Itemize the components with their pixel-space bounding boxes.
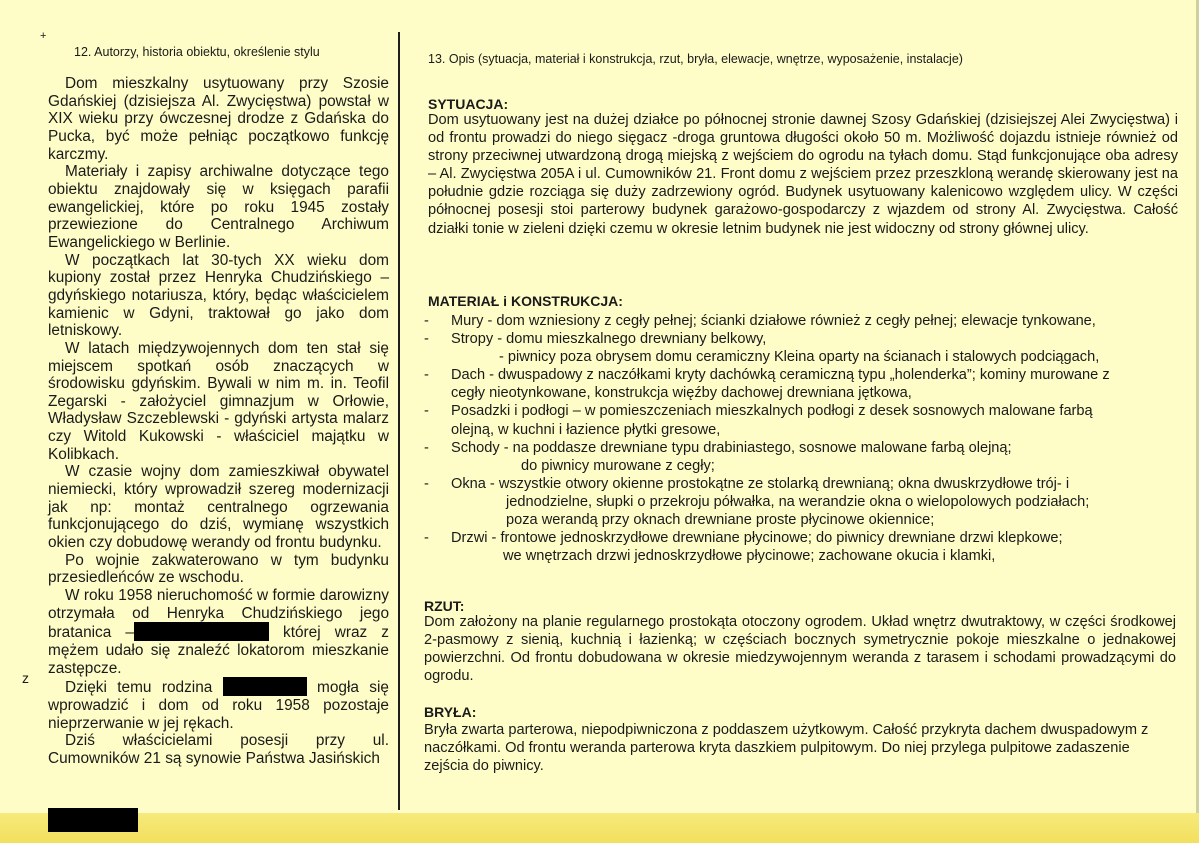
material-item-line: Okna - wszystkie otwory okienne prostokątne ze stolarką drewnianą; okna dwuskrzydłowe trój- i — [451, 475, 1070, 492]
history-paragraph-7 — [48, 587, 389, 677]
material-item-line: Mury - dom wzniesiony z cegły pełnej; ścianki działowe również z cegły pełnej; elewacje tynkowane, — [451, 313, 1096, 329]
history-paragraph-9: Dziś właścicielami posesji przy ul. Cumowników 21 są synowie Państwa Jasińskich — [48, 732, 389, 767]
material-item — [424, 529, 1176, 565]
material-heading: MATERIAŁ i KONSTRUKCJA: — [428, 293, 623, 309]
material-item-line: olejną, w kuchni i łazience płytki gresowe, — [451, 421, 721, 438]
list-dash: - — [424, 331, 429, 348]
rzut-heading: RZUT: — [424, 598, 465, 614]
material-item — [424, 330, 1176, 366]
material-item — [424, 439, 1176, 475]
material-item-line: poza werandą przy oknach drewniane proste płycinowe okiennice; — [506, 512, 935, 529]
history-paragraph-8-start: Dzięki temu rodzina — [65, 679, 213, 697]
history-paragraph-3: W początkach lat 30-tych XX wieku dom kupiony został przez Henryka Chudzińskiego – gdyńskiego notariusza, który, będąc właścicielem kamienic w Gdyni, traktował go jako dom letniskowy. — [48, 251, 389, 340]
history-paragraph-8-end: mogła się wprowadzić i dom od roku 1958 pozostaje nieprzerwanie w jej rękach. — [48, 679, 389, 732]
history-paragraph-8 — [48, 677, 389, 732]
material-item-line: we wnętrzach drzwi jednoskrzydłowe płycinowe; zachowane okucia i klamki, — [503, 548, 996, 565]
list-dash: - — [424, 530, 429, 547]
redaction-box — [48, 808, 138, 832]
material-item — [424, 475, 1176, 529]
column-divider — [398, 32, 400, 810]
history-paragraph-1: Dom mieszkalny usytuowany przy Szosie Gdańskiej (dzisiejsza Al. Zwycięstwa) powstał w XIX wieku przy ówczesnej drodze z Gdańska do Pucka, być może pełniąc początkowo funkcję karczmy. — [48, 75, 389, 163]
material-list — [424, 312, 1176, 565]
history-paragraph-5: W czasie wojny dom zamieszkiwał obywatel niemiecki, który wprowadził szereg modernizacji jak np: montaż centralnego ogrzewania funkcjonującego do dziś, wymianę wszystkich okien czy dobudowę werandy od frontu budynku. — [48, 463, 389, 552]
material-item-line: cegły nieotynkowane, konstrukcja więźby dachowej drewniana jętkowa, — [451, 385, 912, 402]
redaction-box — [223, 677, 307, 696]
sytuacja-heading: SYTUACJA: — [428, 96, 509, 112]
history-paragraph-7-start: W roku 1958 nieruchomość w formie darowizny otrzymała od Henryka Chudzińskiego jego bratanica – — [48, 587, 389, 642]
material-item-line: jednodzielne, słupki o przekroju półwałka, na werandzie okna o wielopolowych podziałach; — [506, 493, 1090, 510]
history-column — [48, 75, 389, 768]
material-item-line: do piwnicy murowane z cegły; — [521, 457, 715, 474]
history-paragraph-4: W latach międzywojennych dom ten stał się miejscem spotkań osób znaczących w środowisku gdyńskim. Bywali w nim m. in. Teofil Zegarski - założyciel gimnazjum w Orłowie, Władysław Szczeblewski - gdyński artysta malarz czy Witold Kukowski - właściciel majątku w Kolibkach. — [48, 339, 389, 463]
material-item-line: Posadzki i podłogi – w pomieszczeniach mieszkalnych podłogi z desek sosnowych malowane farbą — [451, 403, 1093, 420]
rzut-text: Dom założony na planie regularnego prostokąta otoczony ogrodem. Układ wnętrz dwutraktowy, w części środkowej 2-pasmowy z sienią, kuchnią i łazienką; w częściach bocznych symetrycznie pokoje mieszkalne o jednakowej powierzchni. Od frontu dobudowana w okresie miedzywojennym weranda z tarasem i schodami prowadzącymi do ogrodu. — [424, 614, 1176, 685]
material-item-line: Dach - dwuspadowy z naczółkami kryty dachówką ceramiczną typu „holenderka”; kominy murowane z — [451, 367, 1110, 384]
right-section-header: 13. Opis (sytuacja, materiał i konstrukcja, rzut, bryła, elewacje, wnętrze, wyposażenie, instalacje) — [428, 52, 963, 66]
material-item-line: - piwnicy poza obrysem domu ceramiczny Kleina oparty na ścianach i stalowych podciągach, — [499, 349, 1100, 366]
material-item — [424, 312, 1176, 330]
redaction-box — [134, 622, 269, 641]
bryla-text: Bryła zwarta parterowa, niepodpiwniczona z poddaszem użytkowym. Całość przykryta dachem dwuspadowym z naczółkami. Od frontu weranda parterowa kryta daszkiem pulpitowym. Do niej przylega pulpitowe zadaszenie zejścia do piwnicy. — [424, 722, 1149, 775]
history-paragraph-6: Po wojnie zakwaterowano w tym budynku przesiedleńców ze wschodu. — [48, 551, 389, 587]
left-section-header: 12. Autorzy, historia obiektu, określenie stylu — [74, 45, 320, 59]
plus-mark: + — [40, 30, 47, 42]
margin-note: z — [22, 670, 29, 686]
list-dash: - — [424, 475, 429, 492]
sytuacja-text: Dom usytuowany jest na dużej działce po północnej stronie dawnej Szosy Gdańskiej (dzisiejszej Alei Zwycięstwa) i od frontu prowadzi do niego sięgacz -droga gruntowa długości około 50 m. Możliwość dojazdu istnieje również od strony przeciwnej utwardzoną drogą miejską z wejściem do ogrodu na tyłach domu. Stąd funkcjonujące oba adresy – Al. Zwycięstwa 205A i ul. Cumowników 21. Front domu z wejściem przez przeszkloną werandę skierowany jest na południe gdzie rozciąga się duży zadrzewiony ogród. Budynek usytuowany kalenicowo względem ulicy. W części północnej posesji stoi parterowy budynek garażowo-gospodarczy z wjazdem od strony Al. Zwycięstwa. Całość działki tonie w zieleni dzięki czemu w okresie letnim budynek nie jest widoczny od strony głównej ulicy. — [428, 112, 1178, 237]
material-item — [424, 402, 1176, 438]
history-paragraph-2: Materiały i zapisy archiwalne dotyczące tego obiektu znajdowały się w księgach parafii ewangelickiej, które po roku 1945 zostały przewiezione do Centralnego Archiwum Ewangelickiego w Berlinie. — [48, 163, 389, 251]
list-dash: - — [424, 439, 429, 456]
material-item — [424, 366, 1176, 402]
material-item-line: Drzwi - frontowe jednoskrzydłowe drewniane płycinowe; do piwnicy drewniane drzwi klepkowe; — [451, 530, 1063, 547]
history-paragraph-7-end: której wraz z mężem udało się znaleźć lokatorom mieszkanie zastępcze. — [48, 624, 389, 677]
material-item-line: Schody - na poddasze drewniane typu drabiniastego, sosnowe malowane farbą olejną; — [451, 439, 1012, 456]
scan-bottom-strip — [0, 813, 1199, 843]
list-dash: - — [424, 403, 429, 420]
material-item-line: Stropy - domu mieszkalnego drewniany belkowy, — [451, 331, 767, 348]
list-dash: - — [424, 367, 429, 384]
bryla-heading: BRYŁA: — [424, 704, 477, 720]
list-dash: - — [424, 313, 429, 329]
